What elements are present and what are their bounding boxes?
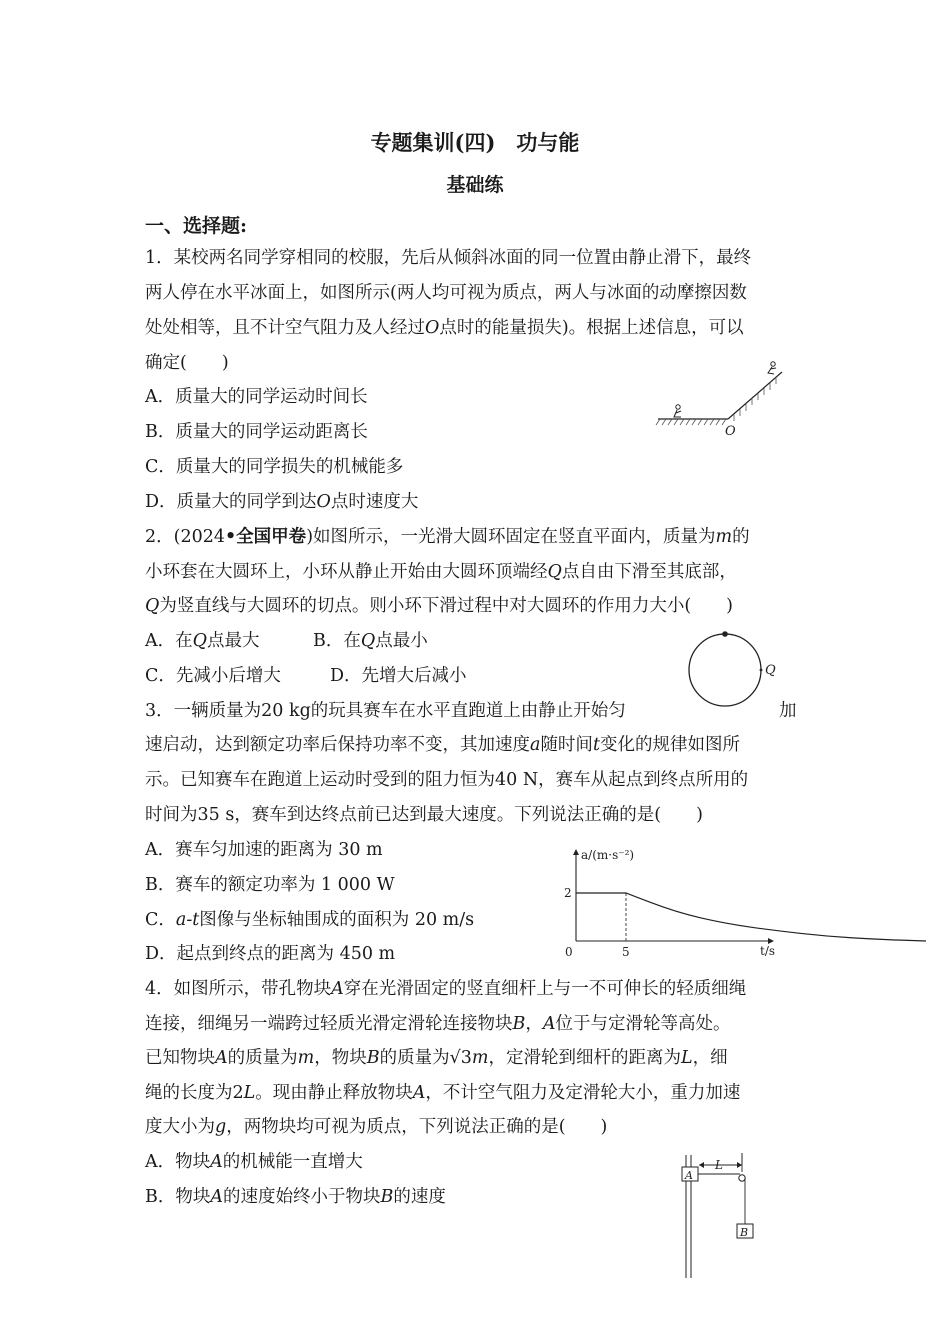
q4-line1: 4．如图所示，带孔物块A穿在光滑固定的竖直细杆上与一不可伸长的轻质细绳 (145, 979, 747, 999)
q1-line4: 确定( ) (145, 353, 229, 373)
q4-line2: 连接，细绳另一端跨过轻质光滑定滑轮连接物块B，A位于与定滑轮等高处。 (145, 1014, 731, 1034)
q3-line1-end: 加 (779, 701, 797, 721)
q4-option-b[interactable]: B．物块A的速度始终小于物块B的速度 (145, 1187, 446, 1207)
q3-option-d[interactable]: D．起点到终点的距离为 450 m (145, 944, 396, 964)
q1-option-a[interactable]: A．质量大的同学运动时间长 (145, 387, 368, 407)
q1-line2: 两人停在水平冰面上，如图所示(两人均可视为质点，两人与冰面的动摩擦因数 (145, 283, 747, 303)
q4-line3: 已知物块A的质量为m，物块B的质量为√3m，定滑轮到细杆的距离为L，细 (145, 1048, 728, 1068)
x-tick-label-5: 5 (622, 945, 630, 959)
q1-point-o-label: O (725, 424, 736, 439)
q1-line3: 处处相等，且不计空气阻力及人经过O点时的能量损失)。根据上述信息，可以 (145, 318, 744, 338)
q2-option-d[interactable]: D．先增大后减小 (330, 666, 467, 686)
page-subtitle: 基础练 (446, 174, 504, 196)
q1-option-b[interactable]: B．质量大的同学运动距离长 (145, 422, 368, 442)
q2-line1: 2．(2024•全国甲卷)如图所示，一光滑大圆环固定在竖直平面内，质量为m的 (145, 527, 750, 547)
block-a-label: A (685, 1169, 693, 1182)
section-heading: 一、选择题: (145, 215, 248, 237)
q4-option-a[interactable]: A．物块A的机械能一直增大 (145, 1152, 363, 1172)
q3-option-a[interactable]: A．赛车匀加速的距离为 30 m (145, 840, 383, 860)
q2-option-a[interactable]: A．在Q点最大 (145, 631, 260, 651)
pulley-icon (739, 1175, 745, 1181)
q1-option-c[interactable]: C．质量大的同学损失的机械能多 (145, 457, 404, 477)
y-axis-label: a/(m·s⁻²) (581, 848, 635, 862)
skater-on-flat-icon (674, 405, 681, 417)
x-tick-label-0: 0 (565, 945, 573, 959)
q3-option-c[interactable]: C．a-t图像与坐标轴围成的面积为 20 m/s (145, 910, 475, 930)
q1-line1: 1．某校两名同学穿相同的校服，先后从倾斜冰面的同一位置由静止滑下，最终 (145, 248, 752, 268)
q1-slope-figure (650, 360, 790, 440)
q2-option-b[interactable]: B．在Q点最小 (313, 631, 428, 651)
q2-ring-figure (685, 628, 785, 718)
q3-line4: 时间为35 s，赛车到达终点前已达到最大速度。下列说法正确的是( ) (145, 805, 703, 825)
page-title: 专题集训(四) 功与能 (370, 130, 580, 155)
q2-line2: 小环套在大圆环上，小环从静止开始由大圆环顶端经Q点自由下滑至其底部， (145, 562, 737, 582)
skater-on-slope-icon (768, 362, 776, 374)
q3-line1: 3．一辆质量为20 kg的玩具赛车在水平直跑道上由静止开始匀 (145, 701, 626, 721)
q1-option-d[interactable]: D．质量大的同学到达O点时速度大 (145, 492, 419, 512)
q4-line5: 度大小为g，两物块均可视为质点，下列说法正确的是( ) (145, 1117, 608, 1137)
q3-line3: 示。已知赛车在跑道上运动时受到的阻力恒为40 N，赛车从起点到终点所用的 (145, 770, 749, 790)
q4-line4: 绳的长度为2L。现由静止释放物块A，不计空气阻力及定滑轮大小，重力加速 (145, 1083, 741, 1103)
q2-point-q-label: Q (765, 663, 776, 678)
q3-option-b[interactable]: B．赛车的额定功率为 1 000 W (145, 875, 395, 895)
distance-l-label: L (715, 1158, 723, 1172)
acceleration-curve (576, 893, 926, 941)
q2-line3: Q为竖直线与大圆环的切点。则小环下滑过程中对大圆环的作用力大小( ) (145, 596, 734, 616)
q3-at-chart (560, 845, 790, 965)
small-ring-marker (722, 631, 728, 637)
y-tick-label-2: 2 (564, 886, 572, 900)
q2-option-c[interactable]: C．先减小后增大 (145, 666, 281, 686)
q3-line2: 速启动，达到额定功率后保持功率不变，其加速度a随时间t变化的规律如图所 (145, 735, 740, 755)
block-b-label: B (740, 1226, 749, 1239)
x-axis-label: t/s (760, 944, 776, 958)
q4-pulley-figure (670, 1150, 780, 1285)
